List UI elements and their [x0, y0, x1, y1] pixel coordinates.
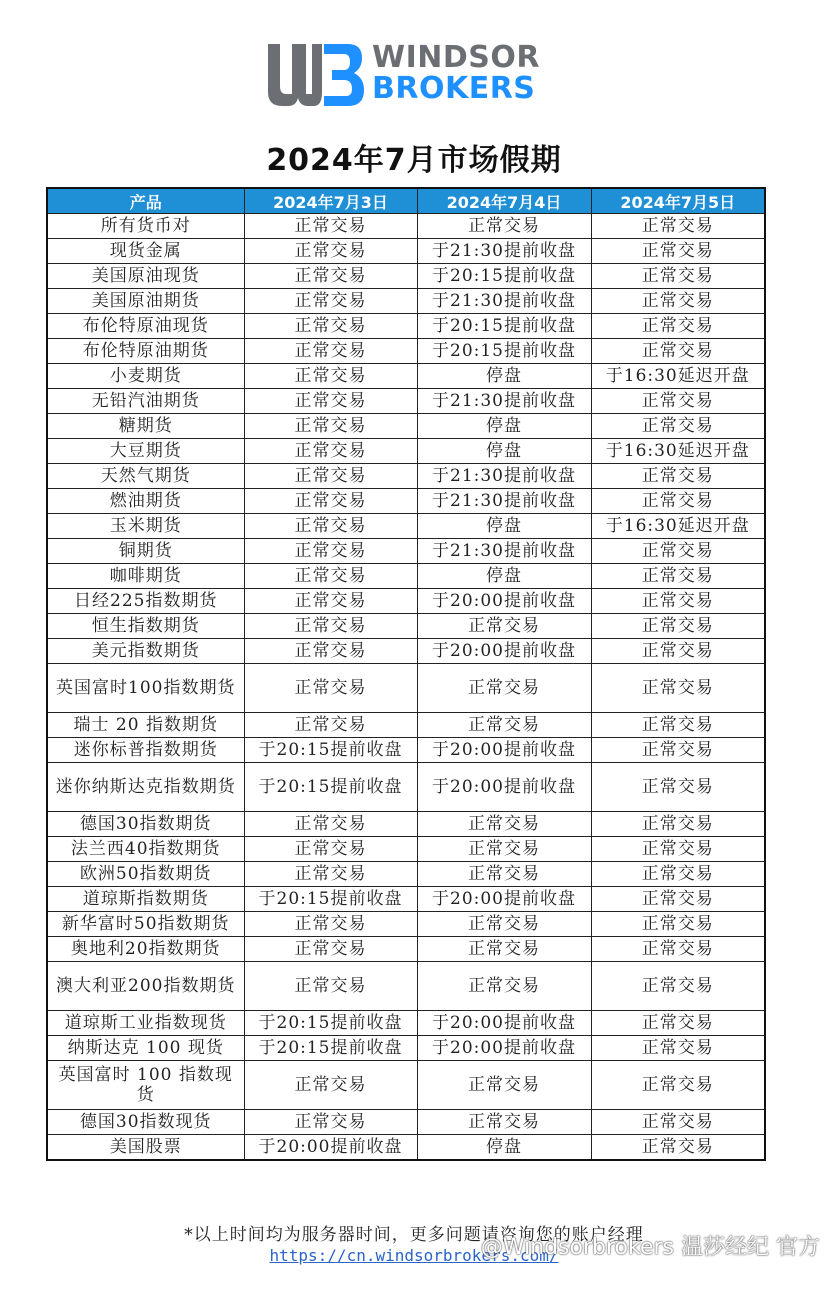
status-cell: 正常交易 [244, 489, 417, 514]
table-row [47, 364, 765, 389]
product-cell: 铜期货 [47, 539, 244, 564]
status-cell: 正常交易 [244, 713, 417, 738]
table-row [47, 464, 765, 489]
status-cell: 正常交易 [244, 264, 417, 289]
status-cell: 正常交易 [417, 614, 591, 639]
status-cell: 正常交易 [244, 589, 417, 614]
status-cell: 正常交易 [244, 414, 417, 439]
status-cell: 正常交易 [244, 314, 417, 339]
status-cell: 正常交易 [591, 763, 765, 812]
product-cell: 美国原油现货 [47, 264, 244, 289]
page-title: 2024年7月市场假期 [266, 143, 562, 178]
table-row [47, 912, 765, 937]
status-cell: 正常交易 [591, 314, 765, 339]
logo-brokers-text: BROKERS [372, 71, 536, 106]
product-cell: 无铅汽油期货 [47, 389, 244, 414]
header-date-jul4: 2024年7月4日 [417, 188, 591, 214]
status-cell: 于20:00提前收盘 [417, 1036, 591, 1061]
status-cell: 于20:15提前收盘 [244, 887, 417, 912]
table-row [47, 414, 765, 439]
status-cell: 正常交易 [244, 862, 417, 887]
status-cell: 停盘 [417, 1135, 591, 1161]
table-row [47, 887, 765, 912]
status-cell: 正常交易 [591, 1135, 765, 1161]
status-cell: 正常交易 [591, 614, 765, 639]
status-cell: 正常交易 [417, 912, 591, 937]
status-cell: 正常交易 [244, 464, 417, 489]
product-cell: 澳大利亚200指数期货 [47, 962, 244, 1011]
status-cell: 正常交易 [244, 937, 417, 962]
status-cell: 正常交易 [591, 738, 765, 763]
market-holiday-table [46, 187, 766, 1161]
status-cell: 正常交易 [591, 239, 765, 264]
status-cell: 正常交易 [591, 937, 765, 962]
product-cell: 布伦特原油期货 [47, 339, 244, 364]
product-cell: 布伦特原油现货 [47, 314, 244, 339]
table-row [47, 1011, 765, 1036]
status-cell: 于20:15提前收盘 [417, 339, 591, 364]
table-row [47, 837, 765, 862]
product-cell: 道琼斯指数期货 [47, 887, 244, 912]
status-cell: 正常交易 [244, 239, 417, 264]
table-row [47, 289, 765, 314]
status-cell: 停盘 [417, 364, 591, 389]
table-row [47, 614, 765, 639]
product-cell: 玉米期货 [47, 514, 244, 539]
status-cell: 正常交易 [591, 887, 765, 912]
status-cell: 正常交易 [244, 214, 417, 239]
status-cell: 于21:30提前收盘 [417, 239, 591, 264]
table-row [47, 1135, 765, 1161]
header-date-jul5: 2024年7月5日 [591, 188, 765, 214]
status-cell: 正常交易 [591, 837, 765, 862]
status-cell: 正常交易 [244, 439, 417, 464]
status-cell: 正常交易 [244, 614, 417, 639]
status-cell: 正常交易 [591, 564, 765, 589]
product-cell: 迷你标普指数期货 [47, 738, 244, 763]
table-row [47, 763, 765, 812]
status-cell: 正常交易 [591, 1110, 765, 1135]
status-cell: 停盘 [417, 439, 591, 464]
table-row [47, 214, 765, 239]
footer-note: *以上时间均为服务器时间，更多问题请咨询您的账户经理 [184, 1225, 644, 1245]
status-cell: 正常交易 [591, 812, 765, 837]
status-cell: 正常交易 [417, 664, 591, 713]
status-cell: 于20:00提前收盘 [417, 1011, 591, 1036]
status-cell: 于21:30提前收盘 [417, 389, 591, 414]
product-cell: 英国富时 100 指数现货 [47, 1061, 244, 1110]
status-cell: 正常交易 [417, 713, 591, 738]
product-cell: 瑞士 20 指数期货 [47, 713, 244, 738]
status-cell: 正常交易 [244, 812, 417, 837]
status-cell: 正常交易 [417, 214, 591, 239]
status-cell: 于20:00提前收盘 [417, 887, 591, 912]
logo-windsor-text: WINDSOR [372, 40, 540, 75]
status-cell: 正常交易 [244, 564, 417, 589]
product-cell: 法兰西40指数期货 [47, 837, 244, 862]
status-cell: 正常交易 [591, 639, 765, 664]
status-cell: 正常交易 [591, 962, 765, 1011]
status-cell: 正常交易 [591, 339, 765, 364]
product-cell: 日经225指数期货 [47, 589, 244, 614]
table-row [47, 439, 765, 464]
status-cell: 正常交易 [244, 339, 417, 364]
status-cell: 于20:15提前收盘 [244, 1036, 417, 1061]
table-row [47, 314, 765, 339]
status-cell: 于20:15提前收盘 [244, 763, 417, 812]
product-cell: 所有货币对 [47, 214, 244, 239]
status-cell: 于20:00提前收盘 [417, 738, 591, 763]
status-cell: 正常交易 [244, 389, 417, 414]
product-cell: 英国富时100指数期货 [47, 664, 244, 713]
status-cell: 正常交易 [417, 937, 591, 962]
product-cell: 欧洲50指数期货 [47, 862, 244, 887]
status-cell: 于20:00提前收盘 [244, 1135, 417, 1161]
header-date-jul3: 2024年7月3日 [244, 188, 417, 214]
product-cell: 咖啡期货 [47, 564, 244, 589]
product-cell: 糖期货 [47, 414, 244, 439]
status-cell: 正常交易 [244, 664, 417, 713]
product-cell: 德国30指数期货 [47, 812, 244, 837]
status-cell: 正常交易 [591, 862, 765, 887]
status-cell: 正常交易 [417, 862, 591, 887]
product-cell: 道琼斯工业指数现货 [47, 1011, 244, 1036]
status-cell: 正常交易 [591, 713, 765, 738]
table-row [47, 564, 765, 589]
status-cell: 正常交易 [591, 489, 765, 514]
product-cell: 恒生指数期货 [47, 614, 244, 639]
status-cell: 停盘 [417, 564, 591, 589]
product-cell: 大豆期货 [47, 439, 244, 464]
table-row [47, 339, 765, 364]
table-row [47, 1061, 765, 1110]
status-cell: 于16:30延迟开盘 [591, 439, 765, 464]
table-row [47, 937, 765, 962]
status-cell: 正常交易 [244, 639, 417, 664]
status-cell: 于21:30提前收盘 [417, 489, 591, 514]
status-cell: 正常交易 [591, 414, 765, 439]
table-row [47, 738, 765, 763]
status-cell: 正常交易 [591, 214, 765, 239]
status-cell: 于21:30提前收盘 [417, 539, 591, 564]
status-cell: 正常交易 [591, 1011, 765, 1036]
status-cell: 停盘 [417, 414, 591, 439]
windsor-brokers-logo [262, 40, 562, 110]
table-row [47, 489, 765, 514]
table-row [47, 812, 765, 837]
product-cell: 纳斯达克 100 现货 [47, 1036, 244, 1061]
status-cell: 正常交易 [591, 389, 765, 414]
status-cell: 正常交易 [591, 464, 765, 489]
status-cell: 正常交易 [244, 364, 417, 389]
table-row [47, 239, 765, 264]
product-cell: 迷你纳斯达克指数期货 [47, 763, 244, 812]
status-cell: 正常交易 [591, 289, 765, 314]
product-cell: 德国30指数现货 [47, 1110, 244, 1135]
status-cell: 正常交易 [591, 912, 765, 937]
status-cell: 正常交易 [244, 837, 417, 862]
product-cell: 美国股票 [47, 1135, 244, 1161]
table-row [47, 713, 765, 738]
table-row [47, 664, 765, 713]
product-cell: 美国原油期货 [47, 289, 244, 314]
status-cell: 于20:00提前收盘 [417, 589, 591, 614]
product-cell: 小麦期货 [47, 364, 244, 389]
table-row [47, 539, 765, 564]
product-cell: 奥地利20指数期货 [47, 937, 244, 962]
status-cell: 正常交易 [417, 837, 591, 862]
table-row [47, 589, 765, 614]
status-cell: 于20:15提前收盘 [244, 1011, 417, 1036]
header-product: 产品 [47, 188, 244, 214]
status-cell: 于20:00提前收盘 [417, 763, 591, 812]
status-cell: 停盘 [417, 514, 591, 539]
status-cell: 正常交易 [417, 1061, 591, 1110]
status-cell: 正常交易 [417, 812, 591, 837]
table-row [47, 1110, 765, 1135]
table-row [47, 962, 765, 1011]
status-cell: 于16:30延迟开盘 [591, 514, 765, 539]
status-cell: 于20:00提前收盘 [417, 639, 591, 664]
table-row [47, 514, 765, 539]
status-cell: 正常交易 [244, 1061, 417, 1110]
status-cell: 正常交易 [244, 289, 417, 314]
status-cell: 正常交易 [591, 264, 765, 289]
status-cell: 于20:15提前收盘 [417, 264, 591, 289]
wb-logo-mark-icon [262, 40, 366, 110]
status-cell: 于20:15提前收盘 [244, 738, 417, 763]
table-row [47, 389, 765, 414]
status-cell: 正常交易 [591, 1036, 765, 1061]
status-cell: 正常交易 [244, 514, 417, 539]
status-cell: 正常交易 [244, 962, 417, 1011]
table-row [47, 1036, 765, 1061]
table-row [47, 639, 765, 664]
status-cell: 正常交易 [591, 664, 765, 713]
status-cell: 于16:30延迟开盘 [591, 364, 765, 389]
status-cell: 于20:15提前收盘 [417, 314, 591, 339]
status-cell: 于21:30提前收盘 [417, 464, 591, 489]
product-cell: 现货金属 [47, 239, 244, 264]
status-cell: 正常交易 [244, 1110, 417, 1135]
status-cell: 正常交易 [591, 539, 765, 564]
status-cell: 正常交易 [591, 589, 765, 614]
status-cell: 正常交易 [244, 912, 417, 937]
table-row [47, 264, 765, 289]
status-cell: 于21:30提前收盘 [417, 289, 591, 314]
product-cell: 美元指数期货 [47, 639, 244, 664]
table-header-row [47, 188, 765, 214]
product-cell: 天然气期货 [47, 464, 244, 489]
status-cell: 正常交易 [417, 1110, 591, 1135]
status-cell: 正常交易 [591, 1061, 765, 1110]
table-row [47, 862, 765, 887]
website-link[interactable]: https://cn.windsorbrokers.com/ [269, 1246, 559, 1265]
status-cell: 正常交易 [417, 962, 591, 1011]
product-cell: 燃油期货 [47, 489, 244, 514]
watermark: @Windsorbrokers 温莎经纪 官方 [480, 1235, 820, 1260]
status-cell: 正常交易 [244, 539, 417, 564]
product-cell: 新华富时50指数期货 [47, 912, 244, 937]
